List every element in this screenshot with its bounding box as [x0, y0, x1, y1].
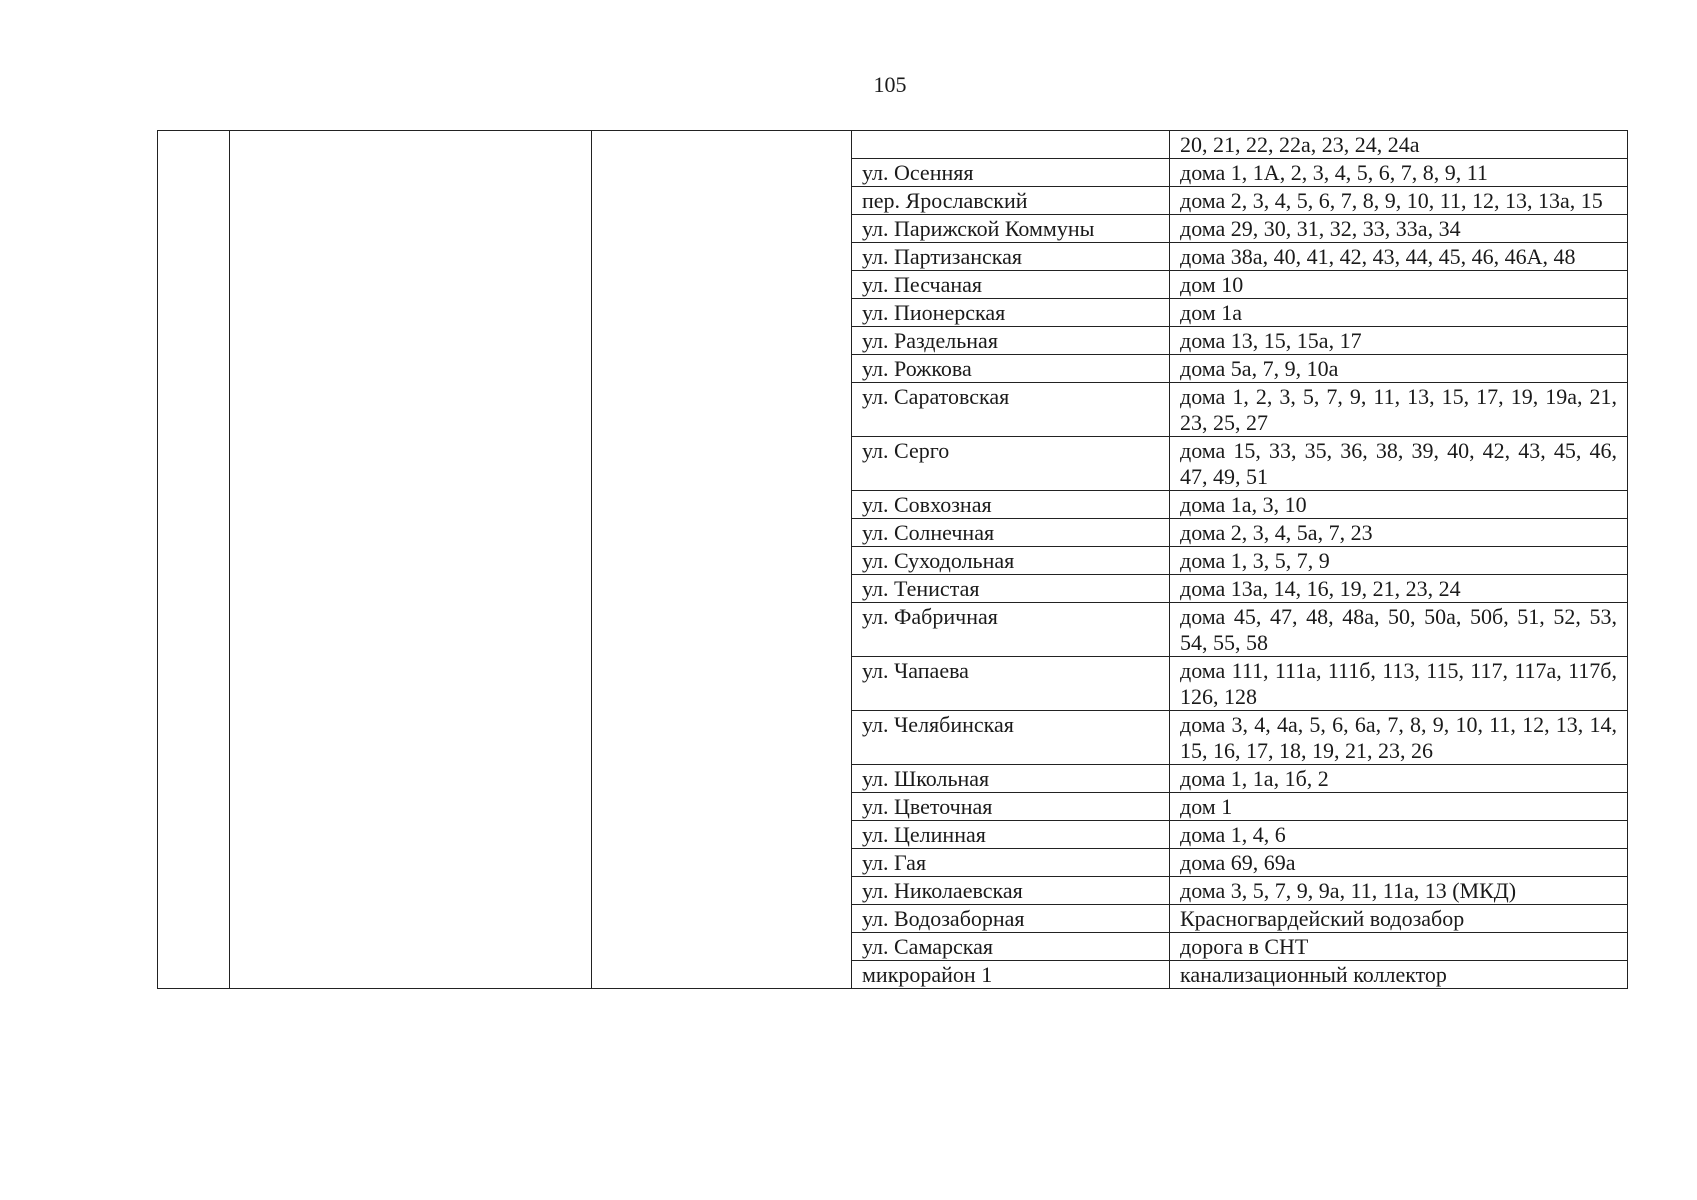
number-column-cell: [158, 131, 230, 989]
table-row: [158, 131, 1628, 159]
street-cell: ул. Солнечная: [852, 519, 1170, 547]
address-table: [157, 130, 1628, 989]
houses-cell: дома 38а, 40, 41, 42, 43, 44, 45, 46, 46А, 48: [1170, 243, 1628, 271]
houses-cell: дорога в СНТ: [1170, 933, 1628, 961]
street-cell: ул. Совхозная: [852, 491, 1170, 519]
houses-cell: Красногвардейский водозабор: [1170, 905, 1628, 933]
street-cell: микрорайон 1: [852, 961, 1170, 989]
houses-cell: дом 1: [1170, 793, 1628, 821]
street-cell: ул. Чапаева: [852, 657, 1170, 711]
page-number: 105: [873, 72, 907, 97]
houses-cell: дома 1, 1а, 1б, 2: [1170, 765, 1628, 793]
street-cell: ул. Парижской Коммуны: [852, 215, 1170, 243]
houses-cell: дома 1, 1А, 2, 3, 4, 5, 6, 7, 8, 9, 11: [1170, 159, 1628, 187]
name-column-cell: [230, 131, 592, 989]
houses-cell: дома 1, 2, 3, 5, 7, 9, 11, 13, 15, 17, 19, 19а, 21, 23, 25, 27: [1170, 383, 1628, 437]
address-table-body: [158, 131, 1628, 989]
street-cell: ул. Самарская: [852, 933, 1170, 961]
street-cell: ул. Пионерская: [852, 299, 1170, 327]
street-cell: ул. Николаевская: [852, 877, 1170, 905]
street-cell: ул. Фабричная: [852, 603, 1170, 657]
street-cell: ул. Тенистая: [852, 575, 1170, 603]
street-cell: ул. Цветочная: [852, 793, 1170, 821]
street-cell: ул. Школьная: [852, 765, 1170, 793]
houses-cell: дома 3, 4, 4а, 5, 6, 6а, 7, 8, 9, 10, 11, 12, 13, 14, 15, 16, 17, 18, 19, 21, 23, 26: [1170, 711, 1628, 765]
street-cell: ул. Саратовская: [852, 383, 1170, 437]
houses-cell: дома 2, 3, 4, 5, 6, 7, 8, 9, 10, 11, 12, 13, 13а, 15: [1170, 187, 1628, 215]
houses-cell: дома 15, 33, 35, 36, 38, 39, 40, 42, 43, 45, 46, 47, 49, 51: [1170, 437, 1628, 491]
street-cell: ул. Челябинская: [852, 711, 1170, 765]
street-cell: [852, 131, 1170, 159]
street-cell: ул. Рожкова: [852, 355, 1170, 383]
street-cell: ул. Песчаная: [852, 271, 1170, 299]
street-cell: ул. Серго: [852, 437, 1170, 491]
street-cell: ул. Суходольная: [852, 547, 1170, 575]
houses-cell: дома 13а, 14, 16, 19, 21, 23, 24: [1170, 575, 1628, 603]
street-cell: ул. Раздельная: [852, 327, 1170, 355]
houses-cell: дома 13, 15, 15а, 17: [1170, 327, 1628, 355]
houses-cell: дома 69, 69а: [1170, 849, 1628, 877]
houses-cell: дом 1а: [1170, 299, 1628, 327]
street-cell: ул. Водозаборная: [852, 905, 1170, 933]
houses-cell: дома 1, 3, 5, 7, 9: [1170, 547, 1628, 575]
houses-cell: дома 3, 5, 7, 9, 9а, 11, 11а, 13 (МКД): [1170, 877, 1628, 905]
houses-cell: дома 2, 3, 4, 5а, 7, 23: [1170, 519, 1628, 547]
street-cell: ул. Осенняя: [852, 159, 1170, 187]
houses-cell: дома 1а, 3, 10: [1170, 491, 1628, 519]
houses-cell: 20, 21, 22, 22а, 23, 24, 24а: [1170, 131, 1628, 159]
houses-cell: дом 10: [1170, 271, 1628, 299]
houses-cell: дома 29, 30, 31, 32, 33, 33а, 34: [1170, 215, 1628, 243]
houses-cell: дома 5а, 7, 9, 10а: [1170, 355, 1628, 383]
houses-cell: дома 45, 47, 48, 48а, 50, 50а, 50б, 51, 52, 53, 54, 55, 58: [1170, 603, 1628, 657]
street-cell: ул. Целинная: [852, 821, 1170, 849]
houses-cell: дома 111, 111а, 111б, 113, 115, 117, 117а, 117б, 126, 128: [1170, 657, 1628, 711]
street-cell: ул. Партизанская: [852, 243, 1170, 271]
houses-cell: дома 1, 4, 6: [1170, 821, 1628, 849]
houses-cell: канализационный коллектор: [1170, 961, 1628, 989]
street-cell: ул. Гая: [852, 849, 1170, 877]
street-cell: пер. Ярославский: [852, 187, 1170, 215]
object-column-cell: [592, 131, 852, 989]
